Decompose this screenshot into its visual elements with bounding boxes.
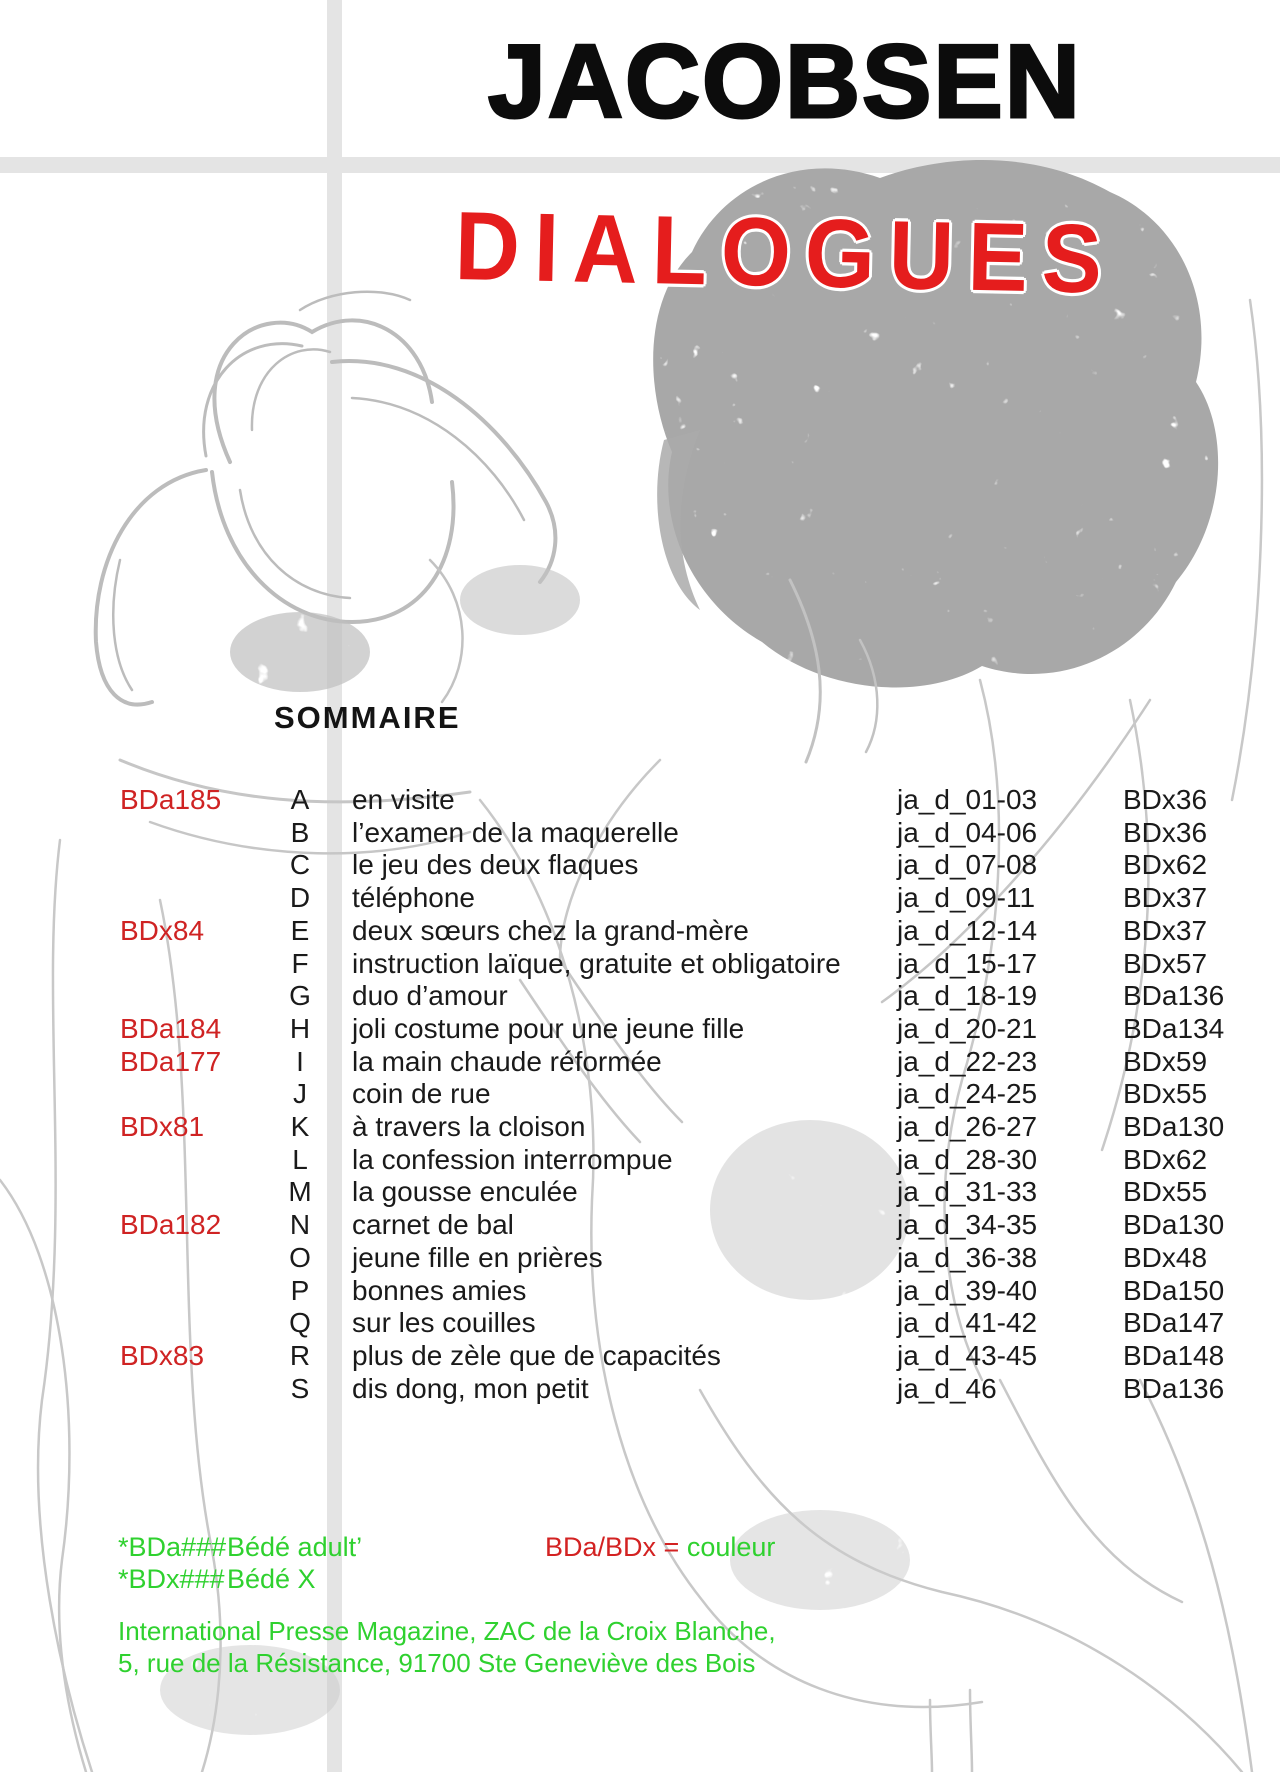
toc-letter: C: [289, 849, 311, 881]
toc-title: le jeu des deux flaques: [352, 849, 639, 881]
toc-album: BDx48: [1123, 1241, 1208, 1273]
toc-row: [0, 1306, 1280, 1339]
sommaire-heading: SOMMAIRE: [274, 700, 461, 735]
toc-album: BDx59: [1123, 1045, 1208, 1077]
toc-album: BDx36: [1123, 816, 1208, 848]
toc-pages: ja_d_07-08: [897, 849, 1038, 881]
toc-pages: ja_d_36-38: [897, 1241, 1038, 1273]
toc-letter: K: [290, 1111, 310, 1142]
toc-title: jeune fille en prières: [352, 1241, 603, 1273]
page-title: JACOBSEN: [488, 24, 1082, 140]
toc-letter: S: [290, 1372, 310, 1404]
toc-pages: ja_d_20-21: [897, 1012, 1038, 1044]
toc-title: plus de zèle que de capacités: [352, 1339, 721, 1371]
toc-letter: D: [289, 882, 311, 914]
toc-code: BDa184: [120, 1012, 222, 1044]
toc-row: [0, 816, 1280, 849]
legend-code-bdx: *BDx###: [118, 1564, 225, 1594]
toc-pages: ja_d_04-06: [897, 816, 1038, 848]
toc-album: BDx36: [1123, 784, 1208, 815]
toc-pages: ja_d_31-33: [897, 1176, 1038, 1208]
toc-album: BDa150: [1123, 1274, 1225, 1306]
toc-letter: P: [290, 1274, 310, 1306]
toc-album: BDx62: [1123, 1143, 1208, 1175]
color-note-value: couleur: [686, 1532, 776, 1562]
toc-row: [0, 914, 1280, 947]
toc-letter: I: [296, 1045, 304, 1077]
legend-code-bda: *BDa###: [118, 1532, 227, 1562]
toc-pages: ja_d_15-17: [897, 947, 1038, 979]
toc-letter: B: [290, 816, 310, 848]
toc-pages: ja_d_26-27: [897, 1111, 1038, 1142]
toc-pages: ja_d_46: [897, 1372, 997, 1404]
toc-row: [0, 1339, 1280, 1372]
toc-pages: ja_d_09-11: [897, 882, 1036, 914]
toc-title: la gousse enculée: [352, 1176, 578, 1208]
toc-album: BDx37: [1123, 882, 1208, 914]
toc-letter: R: [289, 1339, 311, 1371]
publisher-address-line2: 5, rue de la Résistance, 91700 Ste Geneviève des Bois: [118, 1648, 756, 1678]
toc-code: BDa177: [120, 1045, 222, 1077]
toc-row: [0, 1143, 1280, 1176]
toc-album: BDa147: [1123, 1307, 1225, 1339]
toc-pages: ja_d_18-19: [897, 980, 1038, 1012]
legend-label-bdx: Bédé X: [227, 1564, 316, 1594]
toc-letter: A: [290, 784, 310, 815]
toc-row: [0, 1077, 1280, 1110]
toc-album: BDx62: [1123, 849, 1208, 881]
toc-letter: J: [293, 1078, 307, 1110]
toc-pages: ja_d_28-30: [897, 1143, 1038, 1175]
toc-title: joli costume pour une jeune fille: [352, 1012, 745, 1044]
toc-title: téléphone: [352, 882, 476, 914]
toc-album: BDa148: [1123, 1339, 1225, 1371]
toc-pages: ja_d_12-14: [897, 914, 1038, 946]
toc-row: [0, 1045, 1280, 1078]
toc-row: [0, 783, 1280, 816]
toc-album: BDa136: [1123, 1372, 1225, 1404]
toc-title: la confession interrompue: [352, 1143, 673, 1175]
toc-letter: M: [288, 1176, 312, 1208]
toc-letter: F: [291, 947, 309, 979]
legend-label-bda: Bédé adult’: [227, 1532, 363, 1562]
toc-title: dis dong, mon petit: [352, 1372, 589, 1404]
color-note-codes: BDa/BDx =: [545, 1532, 680, 1562]
toc-pages: ja_d_34-35: [897, 1209, 1038, 1241]
toc-title: deux sœurs chez la grand-mère: [352, 914, 749, 946]
toc-title: duo d’amour: [352, 980, 508, 1012]
toc-row: [0, 1110, 1280, 1143]
toc-letter: L: [292, 1143, 308, 1175]
toc-letter: Q: [289, 1307, 311, 1339]
toc-title: sur les couilles: [352, 1307, 536, 1339]
toc-code: BDx84: [120, 914, 205, 946]
toc-title: coin de rue: [352, 1078, 491, 1110]
toc-row: [0, 1175, 1280, 1208]
toc-letter: N: [289, 1209, 311, 1241]
toc-album: BDa130: [1123, 1209, 1225, 1241]
toc-title: l’examen de la maquerelle: [352, 816, 679, 848]
toc-pages: ja_d_43-45: [897, 1339, 1038, 1371]
toc-title: instruction laïque, gratuite et obligatoire: [352, 947, 841, 979]
toc-pages: ja_d_22-23: [897, 1045, 1038, 1077]
toc-title: carnet de bal: [352, 1209, 514, 1241]
toc-letter: H: [289, 1012, 311, 1044]
toc-album: BDa136: [1123, 980, 1225, 1012]
toc-row: [0, 1241, 1280, 1274]
toc-row: [0, 1274, 1280, 1307]
toc-code: BDa182: [120, 1209, 222, 1241]
toc-letter: G: [289, 980, 311, 1012]
toc-title: la main chaude réformée: [352, 1045, 662, 1077]
toc-row: [0, 947, 1280, 980]
toc-pages: ja_d_01-03: [897, 784, 1038, 815]
color-note: [545, 1532, 775, 1563]
toc-letter: O: [289, 1241, 311, 1273]
page-subtitle: DIALOGUES: [453, 192, 1118, 315]
toc-title: bonnes amies: [352, 1274, 527, 1306]
toc-row: [0, 979, 1280, 1012]
toc-row: [0, 881, 1280, 914]
toc-title: en visite: [352, 784, 455, 815]
toc-title: à travers la cloison: [352, 1111, 586, 1142]
toc-code: BDa185: [120, 784, 222, 815]
toc-code: BDx83: [120, 1339, 205, 1371]
toc-pages: ja_d_24-25: [897, 1078, 1038, 1110]
toc-row: [0, 1012, 1280, 1045]
toc-album: BDx37: [1123, 914, 1208, 946]
toc-row: [0, 848, 1280, 881]
toc-row: [0, 1208, 1280, 1241]
publisher-address-line1: International Presse Magazine, ZAC de la Croix Blanche,: [118, 1616, 776, 1646]
toc-album: BDa134: [1123, 1012, 1225, 1044]
toc-rows: [0, 783, 1280, 1423]
toc-letter: E: [290, 914, 310, 946]
toc-album: BDx57: [1123, 947, 1208, 979]
toc-code: BDx81: [120, 1111, 205, 1142]
toc-album: BDx55: [1123, 1176, 1208, 1208]
toc-album: BDa130: [1123, 1111, 1225, 1142]
toc-pages: ja_d_39-40: [897, 1274, 1038, 1306]
toc-album: BDx55: [1123, 1078, 1208, 1110]
toc-pages: ja_d_41-42: [897, 1307, 1038, 1339]
toc-row: [0, 1372, 1280, 1405]
